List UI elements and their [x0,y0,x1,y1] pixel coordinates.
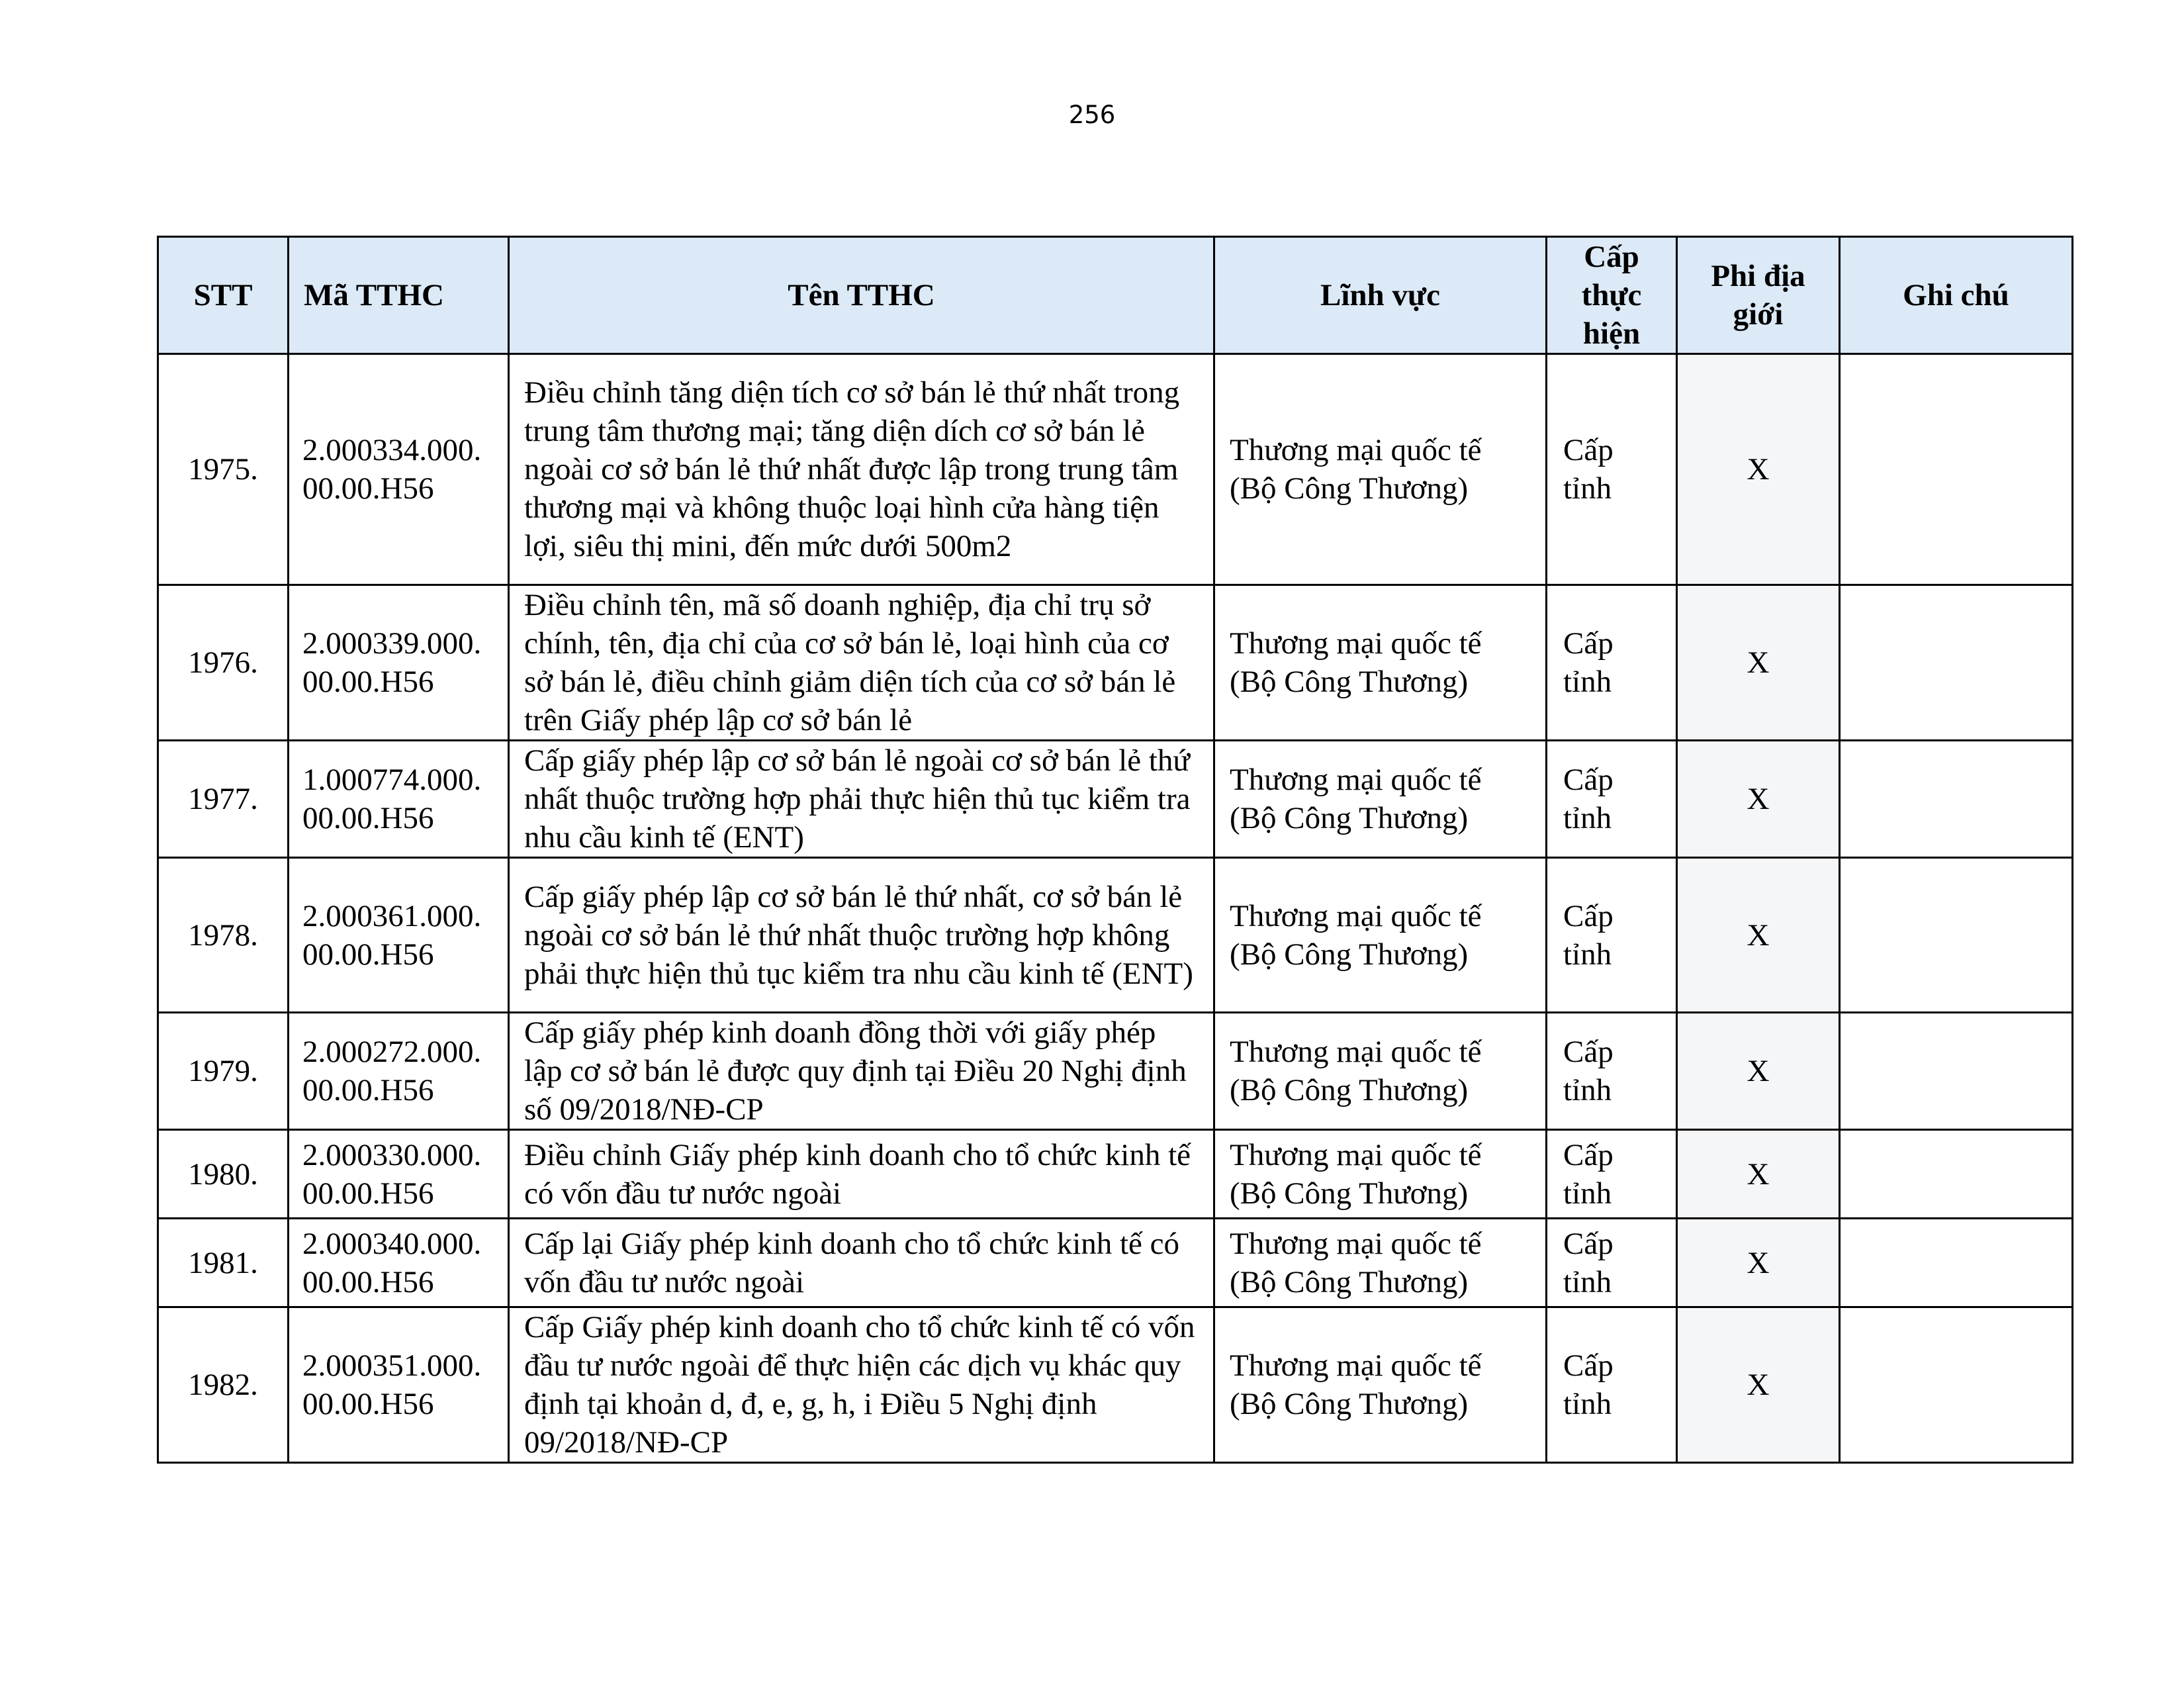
row-name: Điều chỉnh tên, mã số doanh nghiệp, địa chỉ trụ sở chính, tên, địa chỉ của cơ sở bán lẻ, loại hình của cơ sở bán lẻ, điều chỉnh giảm diện tích của cơ sở bán lẻ trên Giấy phép lập cơ sở bán lẻ [509,585,1214,741]
row-stt: 1977. [158,741,289,858]
row-field: Thương mại quốc tế (Bộ Công Thương) [1214,858,1547,1013]
row-field: Thương mại quốc tế (Bộ Công Thương) [1214,585,1547,741]
row-note [1840,1307,2073,1463]
row-fee: X [1677,1307,1840,1463]
row-name: Cấp giấy phép lập cơ sở bán lẻ thứ nhất, cơ sở bán lẻ ngoài cơ sở bán lẻ thứ nhất thuộc trường hợp không phải thực hiện thủ tục kiểm tra nhu cầu kinh tế (ENT) [509,858,1214,1013]
row-stt: 1981. [158,1219,289,1307]
row-code: 2.000340.000.00.00.H56 [289,1219,509,1307]
row-code: 2.000330.000.00.00.H56 [289,1130,509,1219]
row-level: Cấp tỉnh [1547,1130,1677,1219]
row-code: 2.000339.000.00.00.H56 [289,585,509,741]
row-name: Cấp giấy phép lập cơ sở bán lẻ ngoài cơ sở bán lẻ thứ nhất thuộc trường hợp phải thực hiện thủ tục kiểm tra nhu cầu kinh tế (ENT) [509,741,1214,858]
row-code: 1.000774.000.00.00.H56 [289,741,509,858]
header-row [158,237,2073,354]
row-note [1840,1219,2073,1307]
row-stt: 1978. [158,858,289,1013]
table-row [158,1130,2073,1219]
row-stt: 1975. [158,354,289,585]
row-fee: X [1677,1013,1840,1130]
row-name: Điều chỉnh tăng diện tích cơ sở bán lẻ thứ nhất trong trung tâm thương mại; tăng diện dích cơ sở bán lẻ ngoài cơ sở bán lẻ thứ nhất được lập trong trung tâm thương mại và không thuộc loại hình cửa hàng tiện lợi, siêu thị mini, đến mức dưới 500m2 [509,354,1214,585]
table-row [158,1307,2073,1463]
row-code: 2.000272.000.00.00.H56 [289,1013,509,1130]
row-fee: X [1677,354,1840,585]
page-number: 256 [1068,101,1116,129]
header-note: Ghi chú [1840,237,2073,354]
header-name: Tên TTHC [509,237,1214,354]
procedure-table [157,236,2073,1464]
row-level: Cấp tỉnh [1547,1219,1677,1307]
row-code: 2.000361.000.00.00.H56 [289,858,509,1013]
table-row [158,354,2073,585]
row-note [1840,354,2073,585]
row-level: Cấp tỉnh [1547,354,1677,585]
row-fee: X [1677,585,1840,741]
header-fee: Phi địa giới [1677,237,1840,354]
row-field: Thương mại quốc tế (Bộ Công Thương) [1214,354,1547,585]
header-level: Cấp thực hiện [1547,237,1677,354]
row-code: 2.000351.000.00.00.H56 [289,1307,509,1463]
table-row [158,1013,2073,1130]
row-fee: X [1677,1219,1840,1307]
row-note [1840,1130,2073,1219]
row-stt: 1980. [158,1130,289,1219]
row-level: Cấp tỉnh [1547,858,1677,1013]
header-code: Mã TTHC [289,237,509,354]
row-name: Cấp giấy phép kinh doanh đồng thời với giấy phép lập cơ sở bán lẻ được quy định tại Điều 20 Nghị định số 09/2018/NĐ-CP [509,1013,1214,1130]
row-fee: X [1677,1130,1840,1219]
row-field: Thương mại quốc tế (Bộ Công Thương) [1214,741,1547,858]
row-fee: X [1677,741,1840,858]
row-field: Thương mại quốc tế (Bộ Công Thương) [1214,1130,1547,1219]
row-note [1840,1013,2073,1130]
row-level: Cấp tỉnh [1547,1013,1677,1130]
header-field: Lĩnh vực [1214,237,1547,354]
row-code: 2.000334.000.00.00.H56 [289,354,509,585]
table-row [158,741,2073,858]
row-field: Thương mại quốc tế (Bộ Công Thương) [1214,1013,1547,1130]
row-level: Cấp tỉnh [1547,585,1677,741]
row-level: Cấp tỉnh [1547,1307,1677,1463]
row-fee: X [1677,858,1840,1013]
row-note [1840,585,2073,741]
header-stt: STT [158,237,289,354]
row-field: Thương mại quốc tế (Bộ Công Thương) [1214,1307,1547,1463]
table-row [158,1219,2073,1307]
row-stt: 1982. [158,1307,289,1463]
row-field: Thương mại quốc tế (Bộ Công Thương) [1214,1219,1547,1307]
row-stt: 1979. [158,1013,289,1130]
row-note [1840,741,2073,858]
table-row [158,585,2073,741]
row-name: Cấp Giấy phép kinh doanh cho tổ chức kinh tế có vốn đầu tư nước ngoài để thực hiện các dịch vụ khác quy định tại khoản d, đ, e, g, h, i Điều 5 Nghị định 09/2018/NĐ-CP [509,1307,1214,1463]
row-name: Điều chỉnh Giấy phép kinh doanh cho tổ chức kinh tế có vốn đầu tư nước ngoài [509,1130,1214,1219]
table-row [158,858,2073,1013]
row-note [1840,858,2073,1013]
row-name: Cấp lại Giấy phép kinh doanh cho tổ chức kinh tế có vốn đầu tư nước ngoài [509,1219,1214,1307]
row-stt: 1976. [158,585,289,741]
row-level: Cấp tỉnh [1547,741,1677,858]
